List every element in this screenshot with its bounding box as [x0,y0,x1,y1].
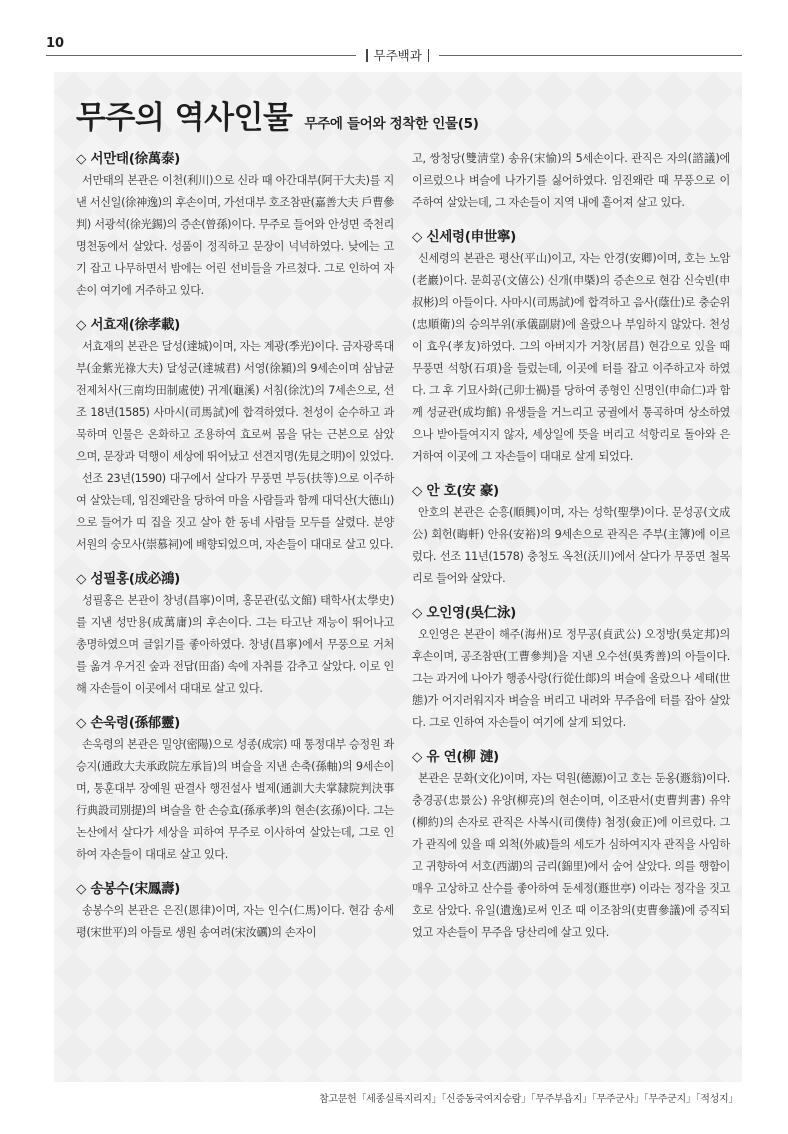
section-header [356,46,439,64]
header-left-bar [366,49,368,62]
person-paragraph: 송봉수의 본관은 은진(恩律)이며, 자는 인수(仁馬)이다. 현감 송세평(宋世平)의 아들로 생원 송여려(宋汝礪)의 손자이 [76,904,394,939]
page-subtitle: 무주에 들어와 정착한 인물(5) [304,116,479,132]
left-column [76,148,394,956]
person-paragraph: 선조 23년(1590) 대구에서 살다가 무풍면 부등(扶等)으로 이주하여 살았는데, 임진왜란을 당하여 마을 사람들과 함께 대덕산(大德山)으로 들어가 띠 집을 짓고 살아 한 동네 사람들 모두를 살렸다. 분양서원의 숭모사(崇慕祠)에 배향되었으며, 자손들이 대대로 살고 있다. [76,472,394,551]
references: 참고문헌「세종실록지리지」「신증동국여지승람」「무주부읍지」「무주군사」「무주군지」「적성지」 [319,1094,738,1105]
header-right-bar [428,49,430,62]
person-entry [412,746,730,944]
person-heading: ◇ 유 연(柳 漣) [412,749,499,765]
person-paragraph: 성필홍은 본관이 창녕(昌寧)이며, 홍문관(弘文館) 태학사(太學史)를 지낸 성만용(成萬庸)의 후손이다. 그는 타고난 재능이 뛰어나고 총명하였으며 글읽기를 좋아하였다. 창녕(昌寧)에서 무풍으로 거처를 옮겨 우거진 숲과 전답(田畓) 속에 자취를 감추고 살았다. 이로 인해 자손들이 이곳에서 대대로 살고 있다. [76,594,394,695]
page-number: 10 [46,36,65,51]
person-entry [76,878,394,944]
person-paragraph: 서효재의 본관은 달성(達城)이며, 자는 계광(季光)이다. 금자광록대부(金紫光祿大夫) 달성군(達城君) 서영(徐潁)의 9세손이며 삼남균전제처사(三南均田制處使) 귀계(龜溪) 서침(徐沈)의 7세손으로, 선조 18년(1585) 사마시(司馬試)에 합격하였다. 천성이 순수하고 과묵하며 인물은 온화하고 조용하여 효로써 몸을 닦는 근본으로 삼았으며, 문장과 덕행이 세상에 뛰어났고 선견지명(先見之明)이 있었다. [76,340,394,463]
person-heading: ◇ 송봉수(宋鳳壽) [76,881,181,897]
person-paragraph: 서만태의 본관은 이천(利川)으로 신라 때 아간대부(阿干大夫)를 지낸 서신일(徐神逸)의 후손이며, 가선대부 호조참판(嘉善大夫 戶曹參判) 서광석(徐光錫)의 증손(曾孫)이다. 무주로 들어와 안성면 죽천리 명천동에서 살았다. 성품이 정직하고 문장이 넉넉하였다. 낮에는 고기 잡고 나무하면서 밤에는 어린 선비들을 가르쳤다. 그로 인하여 자손이 여기에 거주하고 있다. [76,174,394,297]
title-row [76,92,479,137]
person-entry [412,480,730,590]
person-entry [412,226,730,468]
person-paragraph: 안호의 본관은 순흥(順興)이며, 자는 성학(聖學)이다. 문성공(文成公) 회헌(晦軒) 안유(安裕)의 9세손으로 관직은 주부(主簿)에 이르렀다. 선조 11년(1578) 충청도 옥천(沃川)에서 살다가 무풍면 철목리로 들어와 살았다. [412,506,730,585]
person-paragraph: 손욱령의 본관은 밀양(密陽)으로 성종(成宗) 때 통정대부 승정원 좌승지(通政大夫承政院左承旨)의 벼슬을 지낸 손축(孫軸)의 9세손이며, 통훈대부 장예원 판결사 행전설사 별제(通訓大夫掌隸院判決事行典設司別提)의 벼슬을 한 손승효(孫承孝)의 현손(玄孫)이다. 그는 논산에서 살다가 세상을 피하여 무주로 이사하여 살았는데, 그로 인하여 자손들이 대대로 살고 있다. [76,738,394,861]
person-entry [412,602,730,734]
person-heading: ◇ 신세령(申世寧) [412,229,517,245]
person-entry [76,148,394,302]
person-heading: ◇ 서효재(徐孝載) [76,317,181,333]
person-entry [76,712,394,866]
person-paragraph: 오인영은 본관이 해주(海州)로 정무공(貞武公) 오정방(吳定邦)의 후손이며, 공조참판(工曹參判)을 지낸 오수선(吳秀善)의 아들이다. 그는 과거에 나아가 행종사랑(行從仕郞)의 벼슬에 올랐으나 세태(世態)가 어지러워지자 벼슬을 버리고 내려와 무주읍에 터를 잡아 살았다. 그로 인하여 자손들이 여기에 살게 되었다. [412,628,730,729]
page-title: 무주의 역사인물 [76,100,293,136]
person-heading: ◇ 손욱령(孫郁靈) [76,715,181,731]
person-paragraph: 본관은 문화(文化)이며, 자는 덕원(德源)이고 호는 둔옹(遯翁)이다. 충경공(忠景公) 유양(柳亮)의 현손이며, 이조판서(吏曹判書) 유약(柳約)의 손자로 관직은 사복시(司僕侍) 첨정(僉正)에 이르렀다. 그가 관직에 있을 때 외척(外戚)들의 세도가 심하여지자 관직을 사임하고 귀향하여 서호(西湖)의 금리(錦里)에서 숨어 살았다. 의를 행함이 매우 고상하고 산수를 좋아하여 둔세정(遯世亭) 이라는 정각을 짓고 호로 삼았다. 유일(遺逸)로써 인조 때 이조참의(吏曹參議)에 증직되었고 자손들이 무주읍 당산리에 살고 있다. [412,772,730,939]
person-paragraph: 고, 쌍청당(雙淸堂) 송유(宋愉)의 5세손이다. 관직은 자의(諮議)에 이르렀으나 벼슬에 나가기를 싫어하였다. 임진왜란 때 무풍으로 이주하여 살았는데, 그 자손들이 지역 내에 흩어져 살고 있다. [412,152,730,209]
person-heading: ◇ 안 호(安 豪) [412,483,499,499]
person-heading: ◇ 오인영(吳仁泳) [412,605,517,621]
person-entry [412,148,730,214]
person-heading: ◇ 서만태(徐萬泰) [76,151,181,167]
right-column [412,148,730,956]
person-heading: ◇ 성필홍(成必鴻) [76,571,181,587]
person-paragraph: 신세령의 본관은 평산(平山)이고, 자는 안경(安卿)이며, 호는 노암(老巖)이다. 문희공(文僖公) 신개(申槩)의 증손으로 현감 신숙빈(申叔彬)의 아들이다. 사마시(司馬試)에 합격하고 음사(蔭仕)로 충순위(忠順衛)의 승의부위(承儀副尉)에 올랐으나 부임하지 않았다. 천성이 효우(孝友)하였다. 그의 아버지가 거창(居昌) 현감으로 있을 때 무풍면 석항(石項)을 들렀는데, 이곳에 터를 잡고 이주하고자 하였다. 그 후 기묘사화(己卯士禍)를 당하여 종형인 신명인(申命仁)과 함께 성균관(成均館) 유생들을 거느리고 궁궐에서 통곡하며 상소하였으나 받아들여지지 않자, 세상일에 뜻을 버리고 석항리로 돌아와 은거하여 이곳에 그 자손들이 대대로 살게 되었다. [412,252,730,463]
person-entry [76,568,394,700]
person-entry [76,314,394,556]
section-label: 무주백과 [373,48,422,63]
